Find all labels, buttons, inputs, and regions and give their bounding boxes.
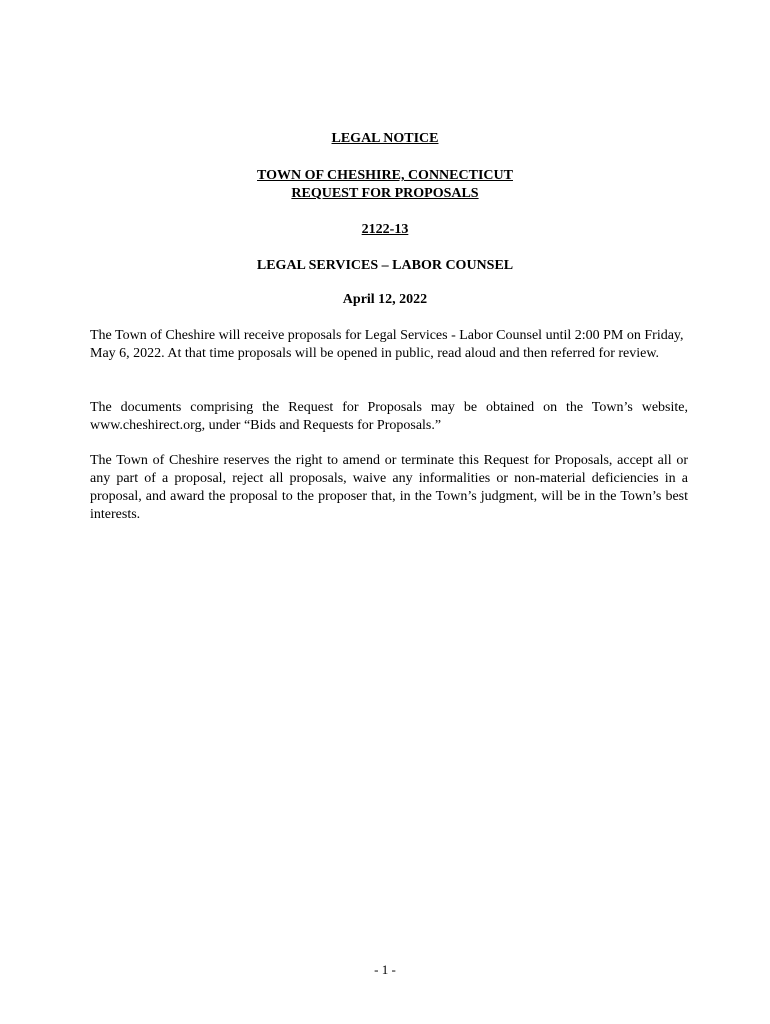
town-name-heading: TOWN OF CHESHIRE, CONNECTICUT <box>257 168 513 183</box>
notice-date: April 12, 2022 <box>342 292 428 307</box>
paragraph-reservation-of-rights: The Town of Cheshire reserves the right to amend or terminate this Request for Proposals, accept all or any part of a proposal, reject all proposals, waive any informalities or non-material deficiencies in a proposal, and award the proposal to the proposer that, in the Town’s judgment, will be in the Town’s best interests. <box>90 453 688 522</box>
request-for-proposals-heading: REQUEST FOR PROPOSALS <box>291 186 479 201</box>
services-heading: LEGAL SERVICES – LABOR COUNSEL <box>256 258 514 273</box>
rfp-number: 2122-13 <box>361 222 409 237</box>
legal-notice-title: LEGAL NOTICE <box>331 131 439 146</box>
paragraph-documents-availability: The documents comprising the Request for Proposals may be obtained on the Town’s website, www.cheshirect.org, under “Bids and Requests for Proposals.” <box>90 400 688 433</box>
page-number: - 1 - <box>374 962 396 977</box>
paragraph-proposal-deadline: The Town of Cheshire will receive proposals for Legal Services - Labor Counsel until 2:00 PM on Friday, May 6, 2022. At that time proposals will be opened in public, read aloud and then referred for review. <box>90 328 684 361</box>
